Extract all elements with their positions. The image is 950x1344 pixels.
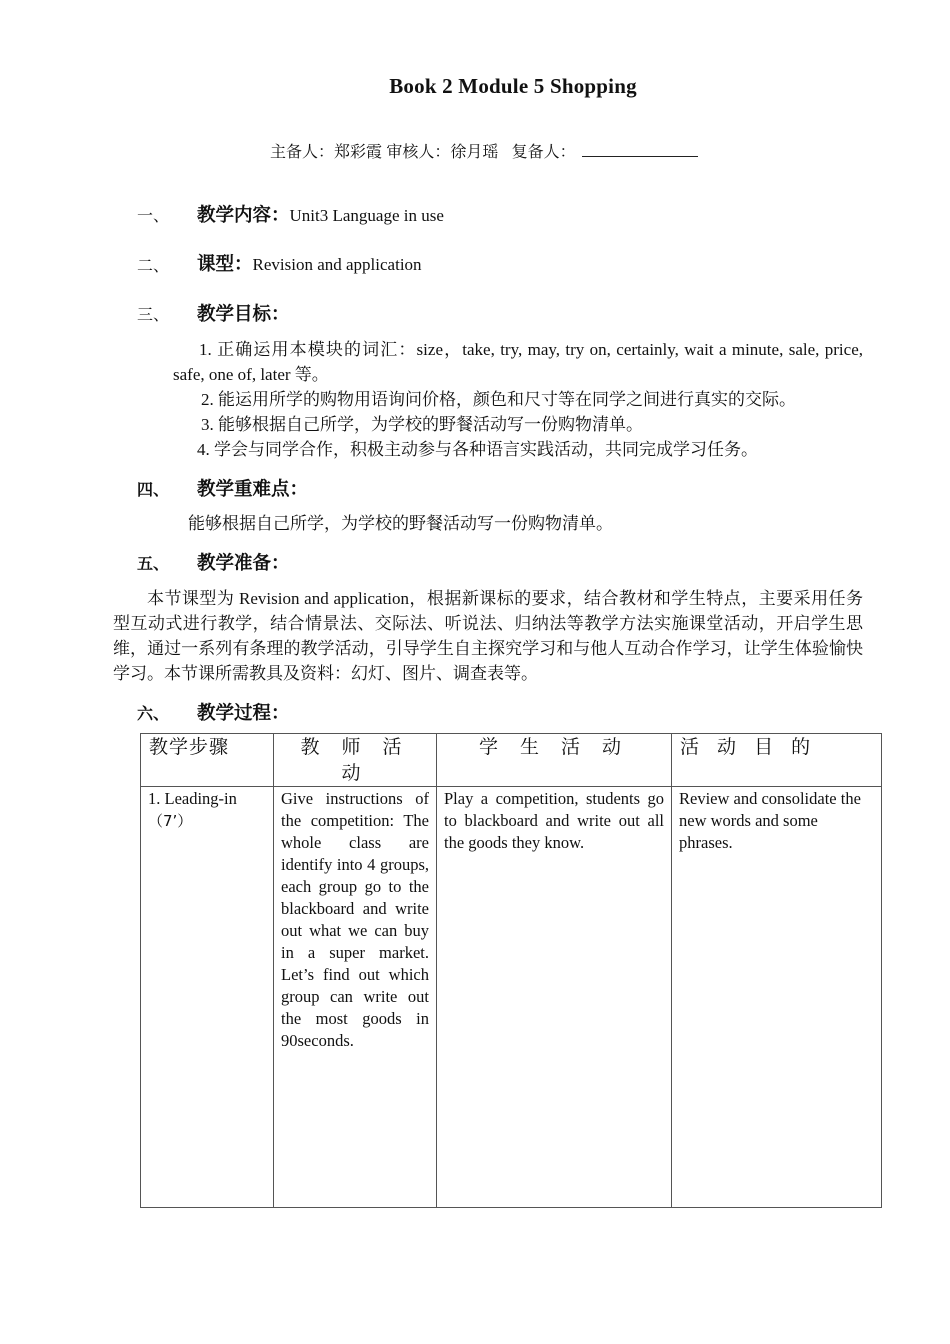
step-time: （7’） xyxy=(148,812,193,830)
section-1-title: 教学内容： xyxy=(197,205,290,226)
section-3-number: 三、 xyxy=(137,305,170,324)
table-header-row xyxy=(141,734,882,787)
section-1-heading xyxy=(197,201,444,227)
cell-student-activity: Play a competition, students go to blackboard and write out all the goods they know. xyxy=(437,787,672,1208)
header-teacher-activity: 教 师 活 动 xyxy=(274,734,437,787)
preparation-paragraph: 本节课型为 Revision and application，根据新课标的要求，结合教材和学生特点，主要采用任务型互动式进行教学，结合情景法、交际法、听说法、归纳法等教学方法实施课堂活动，开启学生思维，通过一系列有条理的教学活动，引导学生自主探究学习和与他人互动合作学习，让学生体验愉快学习。本节课所需教具及资料：幻灯、图片、调查表等。 xyxy=(113,589,863,683)
cell-purpose: Review and consolidate the new words and some phrases. xyxy=(672,787,882,1208)
step-name: 1. Leading-in xyxy=(148,789,237,808)
section-4-number: 四、 xyxy=(137,480,170,499)
reviewer-label: 审核人： xyxy=(386,142,451,161)
header-student-activity: 学 生 活 动 xyxy=(437,734,672,787)
section-6-heading xyxy=(197,699,290,725)
objective-1: 1. 正确运用本模块的词汇：size，take, try, may, try on, certainly, wait a minute, sale, price, safe, one of, later 等。 xyxy=(173,340,863,384)
reviewer-name: 徐月瑶 xyxy=(450,142,499,161)
objective-2: 2. 能运用所学的购物用语询问价格，颜色和尺寸等在同学之间进行真实的交际。 xyxy=(201,390,796,409)
section-5-heading xyxy=(197,549,290,575)
section-2-value: Revision and application xyxy=(252,255,422,274)
main-preparer-label: 主备人： xyxy=(270,142,335,161)
objective-3: 3. 能够根据自己所学，为学校的野餐活动写一份购物清单。 xyxy=(201,415,643,434)
preparers-line xyxy=(270,139,698,162)
section-1-value: Unit3 Language in use xyxy=(289,206,444,225)
section-6-number: 六、 xyxy=(137,704,170,723)
cell-teacher-activity: Give instructions of the competition: The whole class are identify into 4 groups, each group go to the blackboard and write out what we can buy in a super market. Let’s find out which group can write out the most goods in 90seconds. xyxy=(274,787,437,1208)
header-purpose: 活 动 目 的 xyxy=(672,734,882,787)
section-2-heading xyxy=(197,250,422,276)
main-preparer-name: 郑彩霞 xyxy=(334,142,383,161)
table-row xyxy=(141,787,882,1208)
objectives-list xyxy=(173,337,863,462)
secondary-preparer-blank xyxy=(582,140,698,157)
section-2-number: 二、 xyxy=(137,256,170,275)
teaching-process-table xyxy=(140,733,882,1208)
section-6-title: 教学过程： xyxy=(197,703,290,724)
section-4-title: 教学重难点： xyxy=(197,479,309,500)
cell-step xyxy=(141,787,274,1208)
section-3-heading xyxy=(197,300,290,326)
section-5-title: 教学准备： xyxy=(197,553,290,574)
header-step: 教学步骤 xyxy=(141,734,274,787)
section-2-title: 课型： xyxy=(197,254,253,275)
section-3-title: 教学目标： xyxy=(197,304,290,325)
section-1-number: 一、 xyxy=(137,206,170,225)
section-4-heading xyxy=(197,475,308,501)
objective-4: 4. 学会与同学合作，积极主动参与各种语言实践活动，共同完成学习任务。 xyxy=(197,440,758,459)
section-5-number: 五、 xyxy=(137,554,170,573)
difficulty-text: 能够根据自己所学，为学校的野餐活动写一份购物清单。 xyxy=(188,514,613,533)
document-title: Book 2 Module 5 Shopping xyxy=(389,74,637,98)
secondary-preparer-label: 复备人： xyxy=(511,142,576,161)
